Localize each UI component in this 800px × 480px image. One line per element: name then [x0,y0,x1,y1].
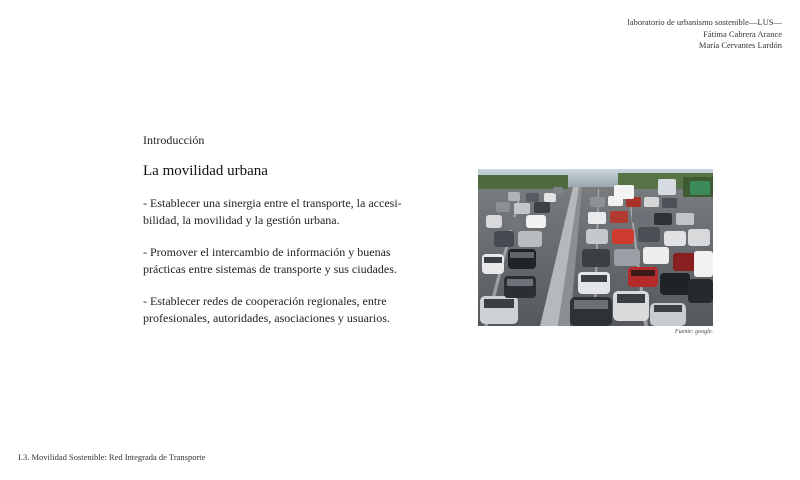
bullet-item [143,244,403,278]
bullet-line: prácticas entre sistemas de transporte y sus ciudades. [143,262,397,276]
bullet-line: profesionales, autoridades, asociaciones y usuarios. [143,311,390,325]
traffic-photo-illustration [478,169,713,326]
header-author-1: Fátima Cabrera Arance [703,28,782,39]
bullet-list [143,195,403,342]
bullet-item [143,195,403,229]
header-lab-name: laboratorio de urbanismo sostenible—LUS— [627,17,782,27]
bullet-line: - Promover el intercambio de información y buenas [143,245,391,259]
document-header [627,17,782,52]
slide-title: La movilidad urbana [143,163,268,179]
section-label: Introducción [143,133,205,147]
bullet-line: bilidad, la movilidad y la gestión urbana. [143,213,340,227]
bullet-item [143,293,403,327]
traffic-photo [478,169,713,326]
bullet-line: - Establecer redes de cooperación regionales, entre [143,294,387,308]
bullet-line: - Establecer una sinergia entre el transporte, la accesi- [143,196,402,210]
header-author-2: María Cervantes Lardón [698,40,782,50]
document-footer: I.3. Movilidad Sostenible: Red Integrada de Transporte [18,452,206,462]
image-caption: Fuente: google. [675,329,713,335]
